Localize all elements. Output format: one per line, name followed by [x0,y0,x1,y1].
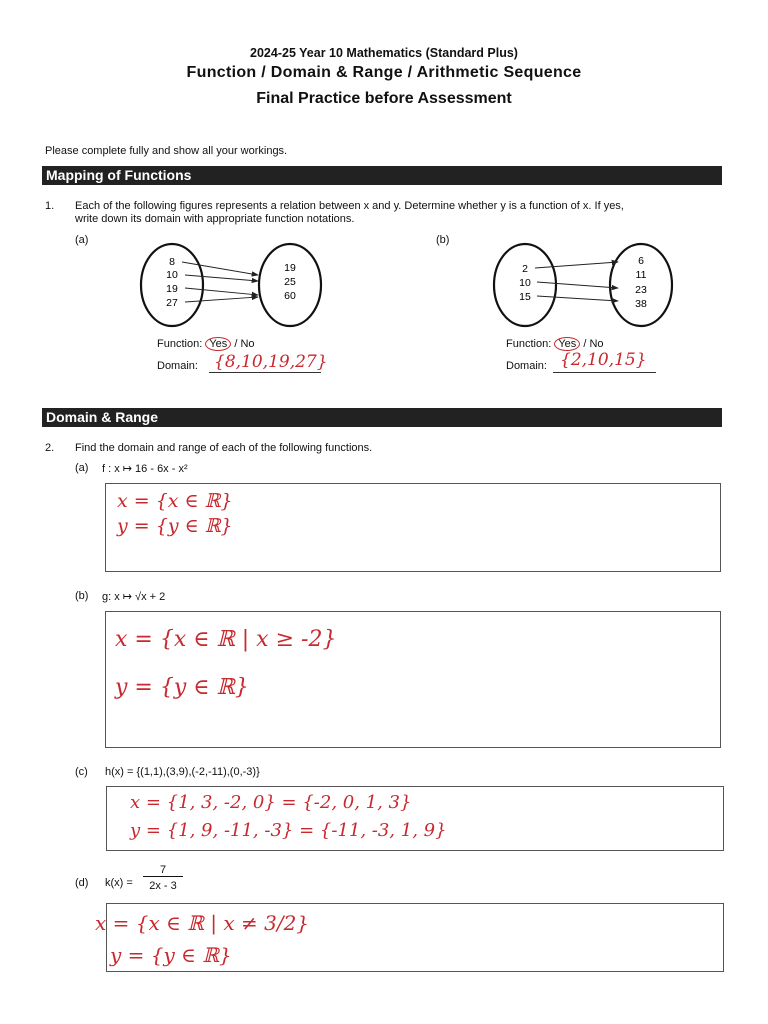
worksheet-subtitle: Final Practice before Assessment [256,90,512,107]
section-heading-mapping: Mapping of Functions [42,166,722,185]
question-1-text-line1: Each of the following figures represents a relation between x and y. Determine whether y is a function of x. If yes, [75,200,624,212]
mapping-a-domain-value: 10 [166,269,178,281]
question-2a-label: (a) [75,462,89,474]
mapping-a-arrow [185,297,258,302]
question-2d-range-answer: y = {y ∈ ℝ} [110,943,232,967]
question-2b-label: (b) [75,590,89,602]
question-2b-range-answer: y = {y ∈ ℝ} [115,675,249,700]
question-2a-function: f : x ↦ 16 - 6x - x² [102,463,188,475]
part-a-function-line [157,338,255,350]
question-2-number: 2. [45,442,55,454]
worksheet-topic-title: Function / Domain & Range / Arithmetic Sequence [186,64,582,81]
mapping-b-domain-value: 2 [522,263,528,275]
part-b-function-label: Function: [506,338,552,350]
mapping-a-arrow [185,275,258,281]
mapping-b-range-value: 11 [635,269,647,281]
mapping-a-arrow [182,262,258,275]
question-2c-label: (c) [75,766,88,778]
question-2b-function: g: x ↦ √x + 2 [102,591,166,603]
instructions: Please complete fully and show all your workings. [45,145,288,157]
part-a-domain-answer: {8,10,19,27} [214,352,328,372]
part-b-domain-answer: {2,10,15} [560,350,647,370]
mapping-a-domain-value: 19 [166,283,178,295]
question-2d-function-prefix: k(x) = [105,877,133,889]
question-2d-label: (d) [75,877,89,889]
section-heading-domain-range: Domain & Range [42,408,722,427]
mapping-b-range-value: 6 [638,255,644,267]
part-b-label: (b) [436,234,450,246]
mapping-b-domain-value: 15 [519,291,531,303]
mapping-a-arrow [185,288,258,295]
question-2d-numerator: 7 [143,864,183,877]
mapping-a-range-value: 19 [284,262,296,274]
question-1-text-line2: write down its domain with appropriate function notations. [75,213,355,225]
question-2c-function: h(x) = {(1,1),(3,9),(-2,-11),(0,-3)} [105,766,260,778]
question-2c-domain-answer: x = {1, 3, -2, 0} = {-2, 0, 1, 3} [130,792,412,813]
part-a-domain-label: Domain: [157,360,198,372]
question-2d-denominator: 2x - 3 [149,880,177,892]
mapping-b-range-value: 23 [635,284,647,296]
part-b-yes-circled: Yes [554,337,580,351]
mapping-a-range-value: 60 [284,290,296,302]
mapping-a-domain-value: 8 [169,256,175,268]
question-2b-domain-answer: x = {x ∈ ℝ | x ≥ -2} [115,627,337,652]
part-b-domain-label: Domain: [506,360,547,372]
question-2a-range-answer: y = {y ∈ ℝ} [117,515,233,537]
mapping-a-domain-value: 27 [166,297,178,309]
part-a-function-label: Function: [157,338,203,350]
mapping-b-arrow [535,262,618,268]
part-a-domain-underline [209,372,321,373]
part-a-label: (a) [75,234,89,246]
part-a-yes-circled: Yes [205,337,231,351]
worksheet-course-title: 2024-25 Year 10 Mathematics (Standard Plus) [250,46,518,60]
question-2d-domain-answer: x = {x ∈ ℝ | x ≠ 3/2} [95,911,310,935]
question-2a-domain-answer: x = {x ∈ ℝ} [117,490,233,512]
mapping-b-range-value: 38 [635,298,647,310]
part-a-no: / No [234,338,255,350]
question-2-text: Find the domain and range of each of the following functions. [75,442,373,454]
question-1-number: 1. [45,200,55,212]
mapping-b-arrow [537,296,618,301]
mapping-b-domain-value: 10 [519,277,531,289]
part-b-function-line [506,338,604,350]
mapping-diagrams [130,240,690,340]
part-b-domain-underline [553,372,656,373]
question-2c-range-answer: y = {1, 9, -11, -3} = {-11, -3, 1, 9} [130,820,447,841]
mapping-a-range-value: 25 [284,276,296,288]
part-b-no: / No [583,338,604,350]
mapping-b-arrow [537,282,618,288]
